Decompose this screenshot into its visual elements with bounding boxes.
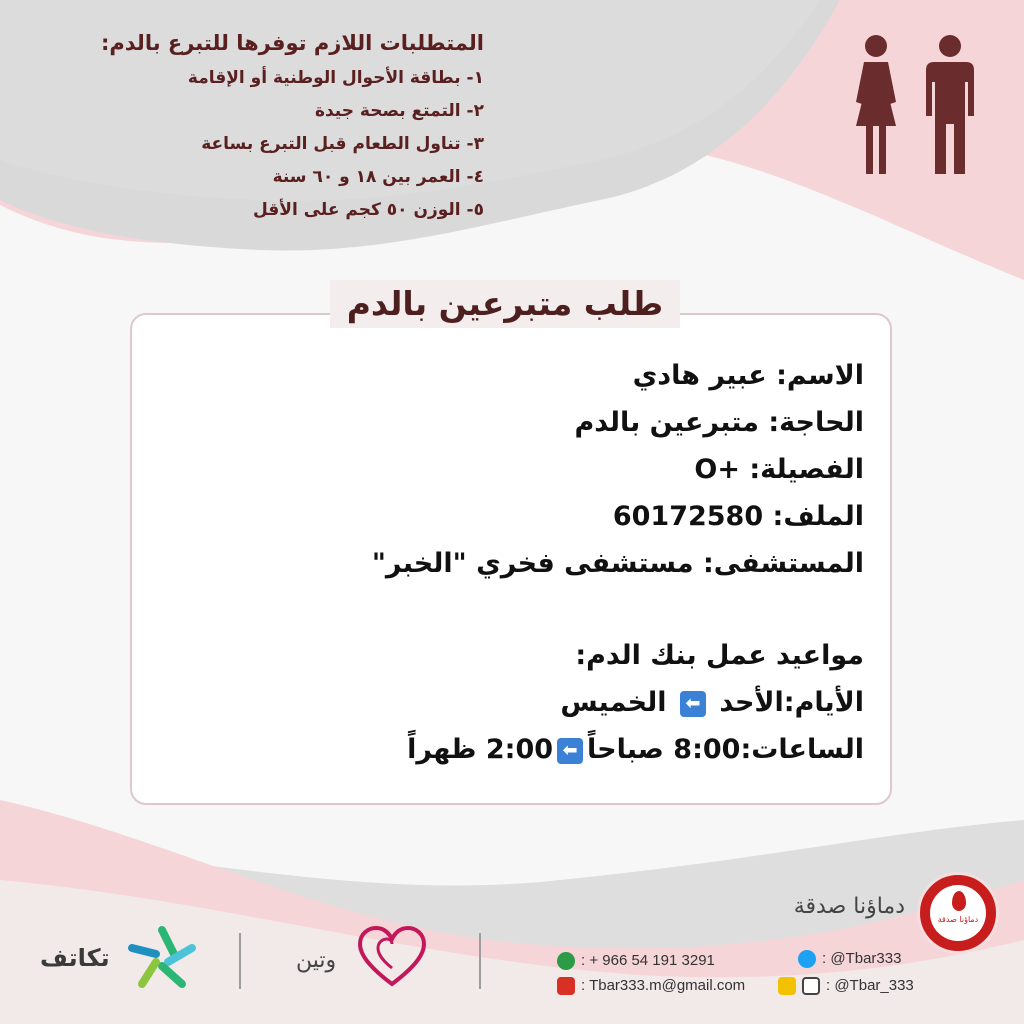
left-arrow-icon: ⬅ (557, 738, 583, 764)
watin-label: وتين (296, 948, 337, 973)
times-to: 2:00 ظهراً (407, 734, 554, 765)
donor-info (164, 352, 864, 773)
logo (917, 872, 999, 954)
hospital-line: المستشفى: مستشفى فخري "الخبر" (371, 548, 864, 579)
star-logo-icon (126, 924, 198, 990)
heart-icon (356, 926, 428, 990)
twitter-contact[interactable] (798, 950, 901, 968)
woman-man-icon (844, 34, 984, 176)
requirements-list (14, 62, 484, 227)
twitter-text: : @Tbar333 (822, 950, 902, 967)
instagram-icon (802, 977, 820, 995)
days-to: الخميس (560, 687, 667, 718)
email-text: : Tbar333.m@gmail.com (581, 977, 746, 994)
instagram-text: : @Tbar_333 (826, 977, 914, 994)
blood-drop-icon (952, 891, 966, 911)
requirement-item: ٥- الوزن ٥٠ كجم على الأقل (253, 200, 484, 220)
phone-contact[interactable] (557, 952, 715, 970)
email-contact[interactable] (557, 977, 745, 995)
divider (239, 933, 241, 989)
whatsapp-icon (557, 952, 575, 970)
requirements-title: المتطلبات اللازم توفرها للتبرع بالدم: (101, 31, 484, 55)
brand-name: دماؤنا صدقة (793, 894, 905, 919)
takatof-label: تكاتف (40, 944, 110, 972)
requirement-item: ٤- العمر بين ١٨ و ٦٠ سنة (272, 167, 484, 187)
blood-type-line: الفصيلة: +O (694, 454, 864, 485)
email-icon (557, 977, 575, 995)
times-from: الساعات:8:00 صباحاً (587, 734, 864, 765)
days-from: الأيام:الأحد (719, 687, 864, 718)
patient-name: الاسم: عبير هادي (632, 360, 864, 391)
days-line (164, 679, 864, 726)
social-contact[interactable] (778, 977, 914, 995)
requirement-item: ١- بطاقة الأحوال الوطنية أو الإقامة (187, 68, 484, 88)
requirement-item: ٢- التمتع بصحة جيدة (314, 101, 484, 121)
left-arrow-icon: ⬅ (680, 691, 706, 717)
times-line (164, 726, 864, 773)
requirements-section (14, 28, 484, 227)
phone-text: : + 966 54 191 3291 (581, 952, 715, 969)
main-title: طلب متبرعين بالدم (330, 280, 680, 328)
snapchat-icon (778, 977, 796, 995)
requirement-item: ٣- تناول الطعام قبل التبرع بساعة (201, 134, 484, 154)
file-number-line: الملف: 60172580 (612, 501, 864, 532)
hours-title: مواعيد عمل بنك الدم: (575, 640, 864, 671)
divider (479, 933, 481, 989)
twitter-icon (798, 950, 816, 968)
logo-text: دماؤنا صدقة (937, 915, 979, 924)
need-line: الحاجة: متبرعين بالدم (574, 407, 864, 438)
